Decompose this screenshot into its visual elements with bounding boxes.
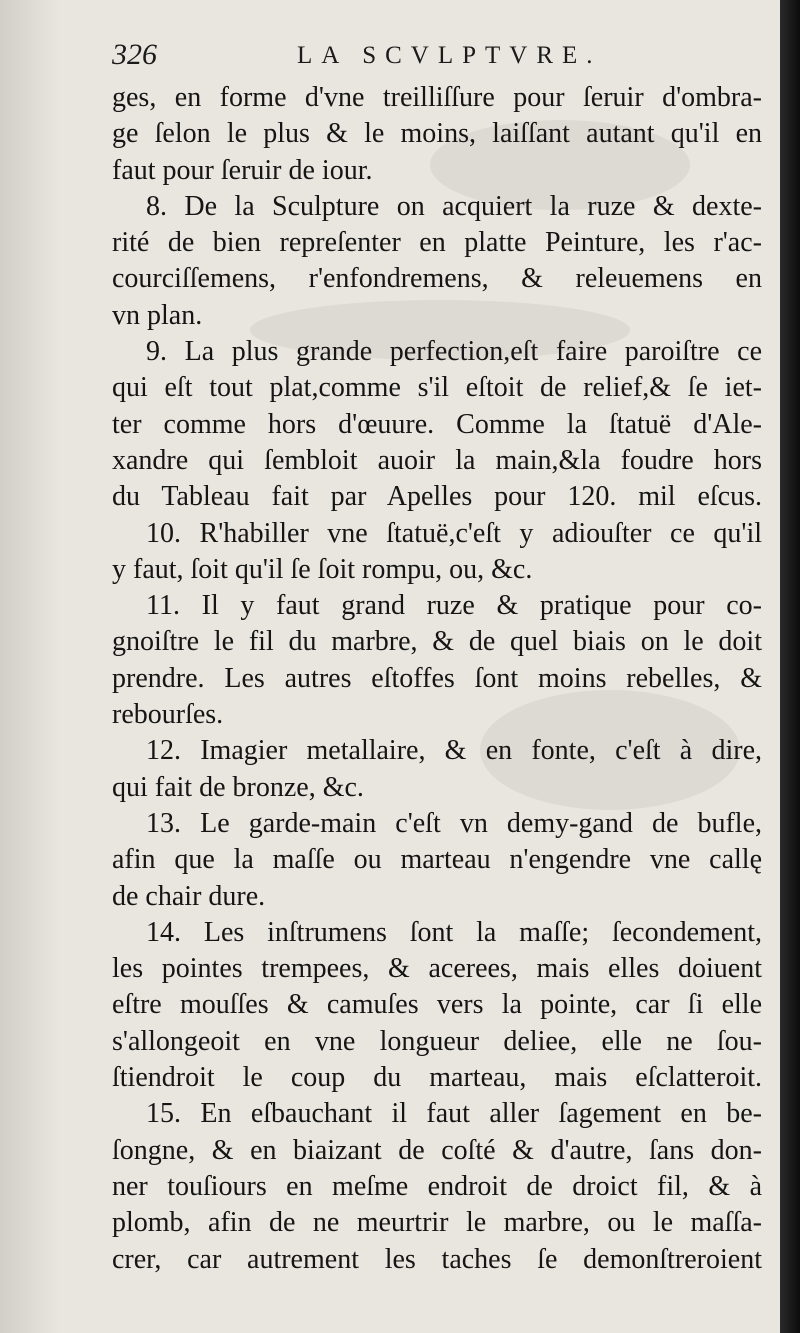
book-gutter (780, 0, 800, 1333)
text-line: rebourſes. (112, 699, 224, 731)
text-line: afin que la maſſe ou marteau n'engendre vne callę (112, 844, 762, 876)
text-line: 15. En eſbauchant il faut aller ſagement en be- (146, 1098, 762, 1130)
page-number: 326 (112, 38, 157, 71)
text-line: ſtiendroit le coup du marteau, mais eſclatteroit. (112, 1062, 762, 1094)
text-line: du Tableau fait par Apelles pour 120. mil eſcus. (112, 481, 762, 513)
text-line: 9. La plus grande perfection,eſt faire paroiſtre ce (146, 336, 762, 368)
text-line: courciſſemens, r'enfondremens, & releuemens en (112, 263, 762, 295)
text-line: faut pour ſeruir de iour. (112, 154, 373, 186)
text-line: rité de bien repreſenter en platte Peinture, les r'ac- (112, 227, 762, 259)
text-line: les pointes trempees, & acerees, mais elles doiuent (112, 953, 762, 985)
text-line: 12. Imagier metallaire, & en fonte, c'eſt à dire, (146, 735, 762, 767)
text-line: s'allongeoit en vne longueur deliee, elle ne ſou- (112, 1025, 762, 1057)
text-line: ner touſiours en meſme endroit de droict fil, & à (112, 1170, 762, 1202)
text-line: ges, en forme d'vne treilliſſure pour ſeruir d'ombra- (112, 82, 762, 113)
text-line: 11. Il y faut grand ruze & pratique pour co- (146, 590, 762, 622)
text-line: ſongne, & en biaizant de coſté & d'autre, ſans don- (112, 1134, 762, 1166)
text-line: y faut, ſoit qu'il ſe ſoit rompu, ou, &c. (112, 553, 533, 585)
text-line: ge ſelon le plus & le moins, laiſſant autant qu'il en (112, 118, 762, 150)
text-line: eſtre mouſſes & camuſes vers la pointe, car ſi elle (112, 989, 762, 1021)
page-edge-shadow (0, 0, 60, 1333)
text-line: prendre. Les autres eſtoffes ſont moins rebelles, & (112, 662, 762, 694)
text-line: 13. Le garde-main c'eſt vn demy-gand de bufle, (146, 807, 762, 839)
text-line: crer, car autrement les taches ſe demonſtreroient (112, 1243, 762, 1275)
running-head: LA SCVLPTVRE. (297, 42, 602, 69)
text-line: 14. Les inſtrumens ſont la maſſe; ſecondement, (146, 916, 762, 948)
text-line: de chair dure. (112, 880, 266, 912)
text-line: vn plan. (112, 299, 203, 331)
text-line: 10. R'habiller vne ſtatuë,c'eſt y adiouſter ce qu'il (146, 517, 762, 549)
text-line: qui eſt tout plat,comme s'il eſtoit de relief,& ſe iet- (112, 372, 762, 404)
body-text (112, 80, 762, 1278)
text-line: 8. De la Sculpture on acquiert la ruze & dexte- (146, 190, 762, 222)
text-line: plomb, afin de ne meurtrir le marbre, ou le maſſa- (112, 1207, 762, 1239)
text-line: gnoiſtre le fil du marbre, & de quel biais on le doit (112, 626, 762, 658)
page-header (112, 38, 752, 78)
text-line: ter comme hors d'œuure. Comme la ſtatuë d'Ale- (112, 408, 762, 440)
text-line: qui fait de bronze, &c. (112, 771, 364, 803)
text-line: xandre qui ſembloit auoir la main,&la foudre hors (112, 444, 762, 476)
